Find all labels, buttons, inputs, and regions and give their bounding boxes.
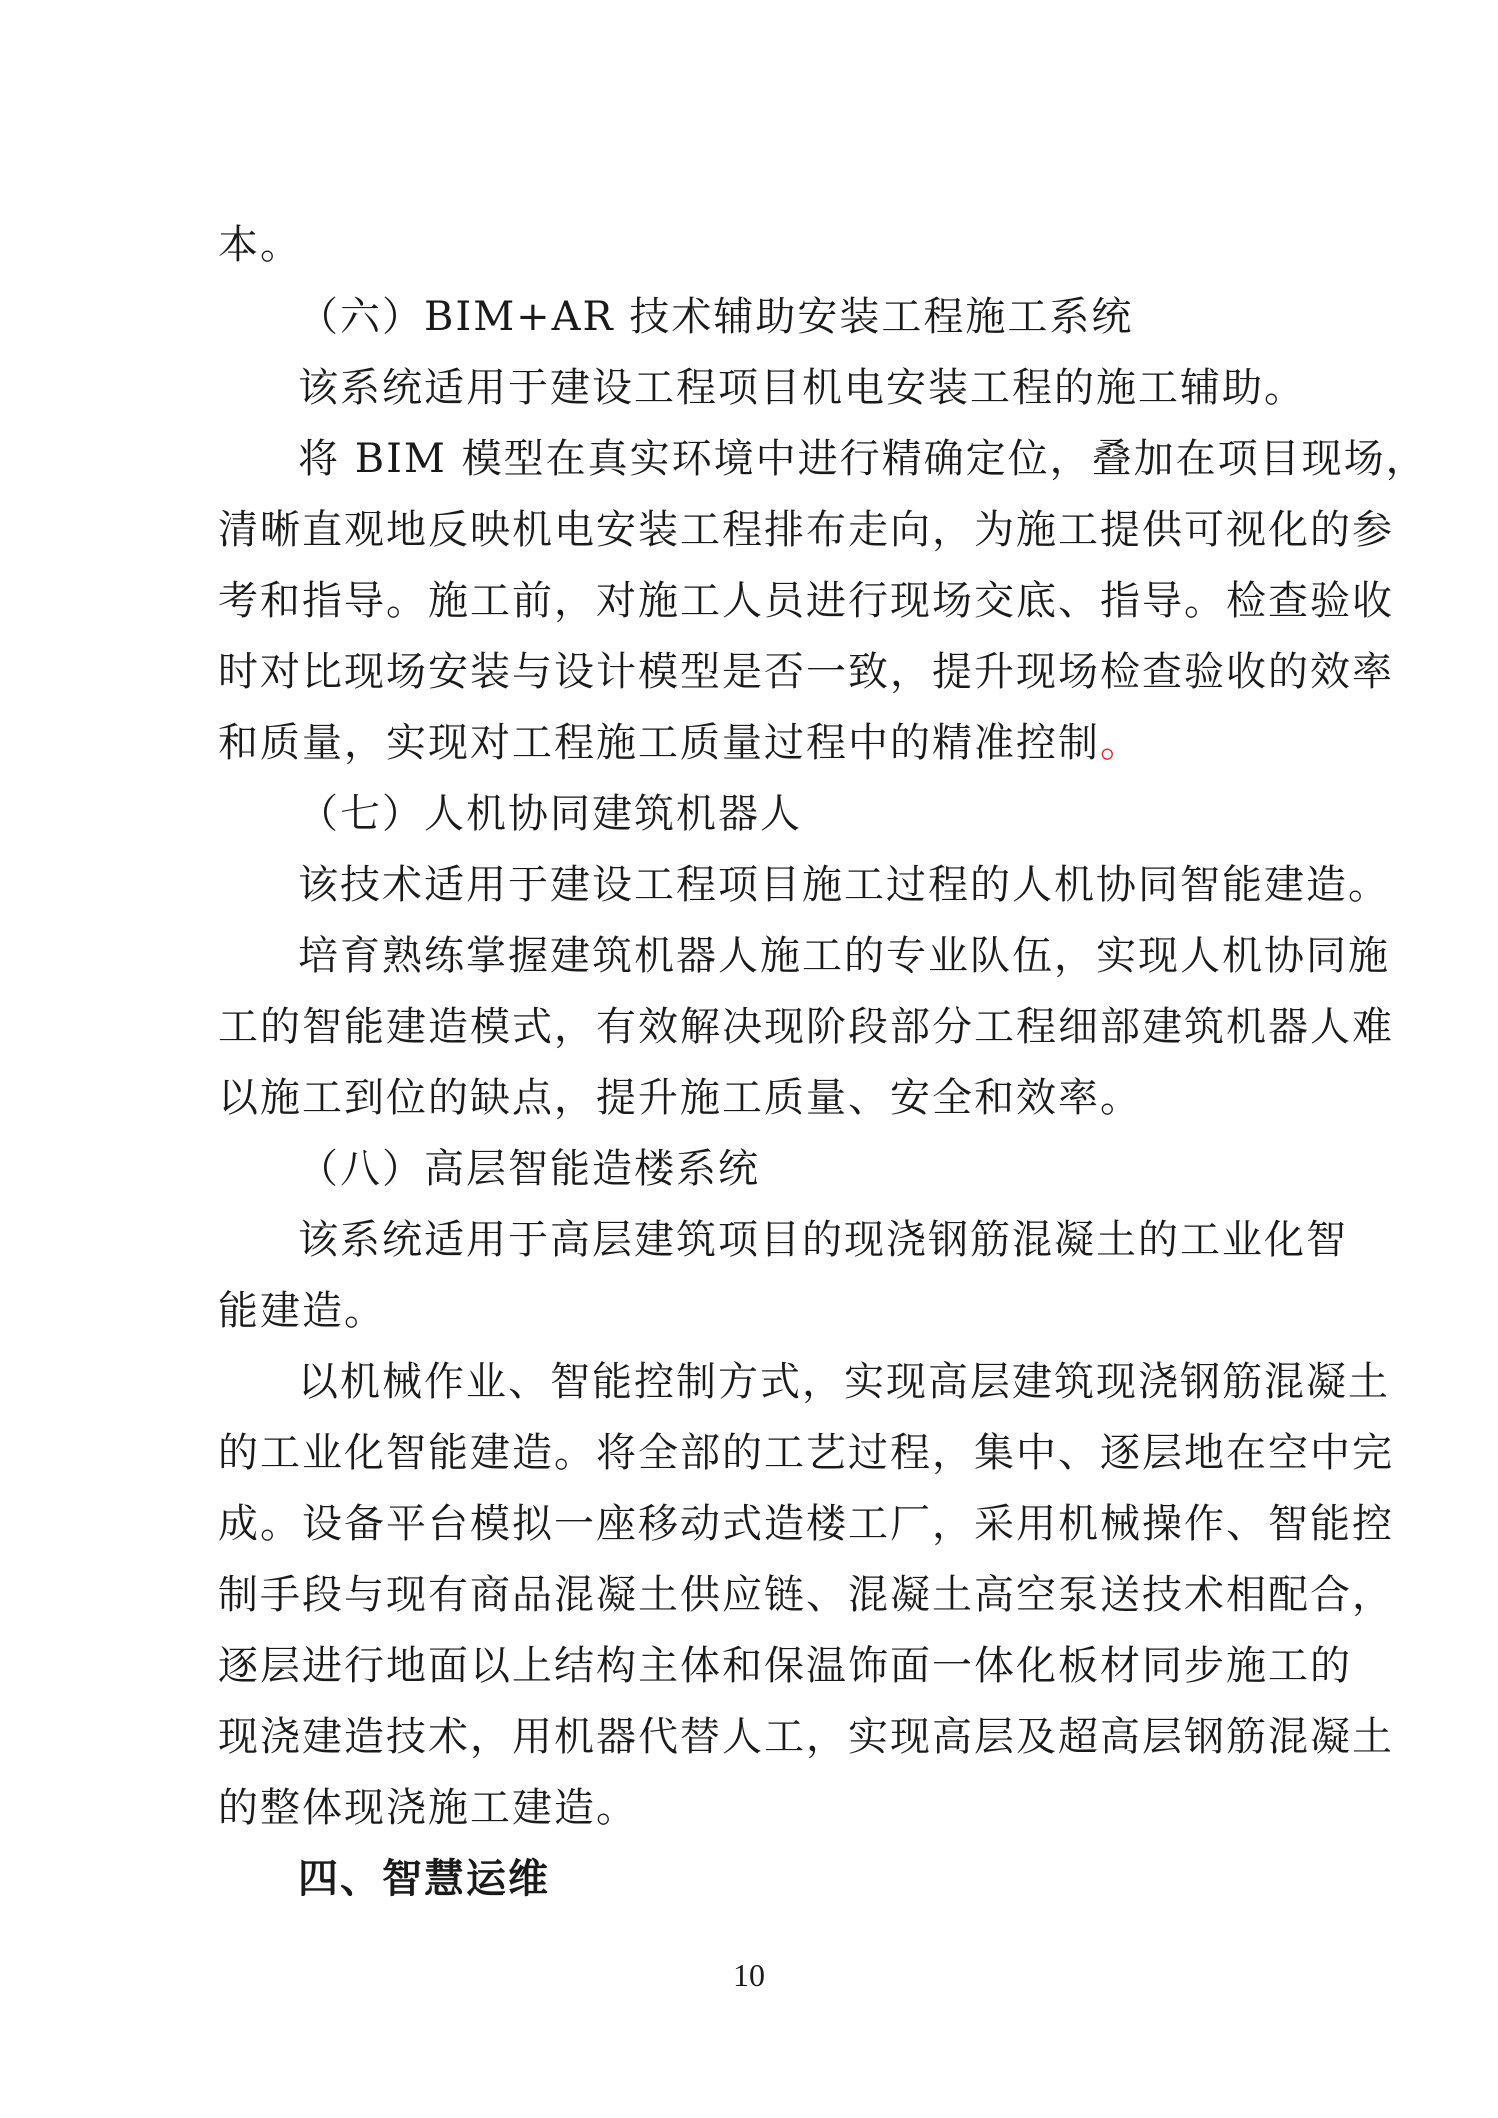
paragraph-line: 该系统适用于高层建筑项目的现浇钢筋混凝土的工业化智	[298, 1217, 1348, 1263]
paragraph-line: 该技术适用于建设工程项目施工过程的人机协同智能建造。	[298, 862, 1390, 908]
paragraph-line: 的整体现浇施工建造。	[218, 1785, 638, 1831]
paragraph-line: 培育熟练掌握建筑机器人施工的专业队伍，实现人机协同施	[298, 933, 1390, 979]
paragraph-line-text: 和质量，实现对工程施工质量过程中的精准控制	[218, 720, 1100, 766]
paragraph-line	[218, 719, 1338, 767]
paragraph-line: 清晰直观地反映机电安装工程排布走向，为施工提供可视化的参	[218, 507, 1394, 553]
paragraph-line: 考和指导。施工前，对施工人员进行现场交底、指导。检查验收	[218, 578, 1394, 624]
paragraph-line: 以施工到位的缺点，提升施工质量、安全和效率。	[218, 1075, 1142, 1121]
section-heading-7: （七）人机协同建筑机器人	[298, 791, 802, 837]
chapter-heading-4: 四、智慧运维	[298, 1856, 550, 1902]
paragraph-line: 制手段与现有商品混凝土供应链、混凝土高空泵送技术相配合，	[218, 1572, 1394, 1618]
paragraph-line: 成。设备平台模拟一座移动式造楼工厂，采用机械操作、智能控	[218, 1501, 1394, 1547]
paragraph-line: 时对比现场安装与设计模型是否一致，提升现场检查验收的效率	[218, 649, 1394, 695]
paragraph-line: 现浇建造技术，用机器代替人工，实现高层及超高层钢筋混凝土	[218, 1714, 1394, 1760]
paragraph-line: 工的智能建造模式，有效解决现阶段部分工程细部建筑机器人难	[218, 1004, 1394, 1050]
paragraph-line: 逐层进行地面以上结构主体和保温饰面一体化板材同步施工的	[218, 1643, 1352, 1689]
paragraph-line: 的工业化智能建造。将全部的工艺过程，集中、逐层地在空中完	[218, 1430, 1394, 1476]
paragraph-line: 以机械作业、智能控制方式，实现高层建筑现浇钢筋混凝土	[298, 1359, 1390, 1405]
paragraph-line: 本。	[218, 222, 302, 268]
paragraph-line: 能建造。	[218, 1288, 386, 1334]
section-heading-6: （六）BIM+AR 技术辅助安装工程施工系统	[298, 294, 1134, 340]
paragraph-line: 该系统适用于建设工程项目机电安装工程的施工辅助。	[298, 365, 1306, 411]
paragraph-line: 将 BIM 模型在真实环境中进行精确定位，叠加在项目现场，	[298, 436, 1428, 482]
page-number: 10	[733, 1957, 765, 1993]
section-heading-8: （八）高层智能造楼系统	[298, 1146, 760, 1192]
marked-period: 。	[1100, 720, 1142, 766]
